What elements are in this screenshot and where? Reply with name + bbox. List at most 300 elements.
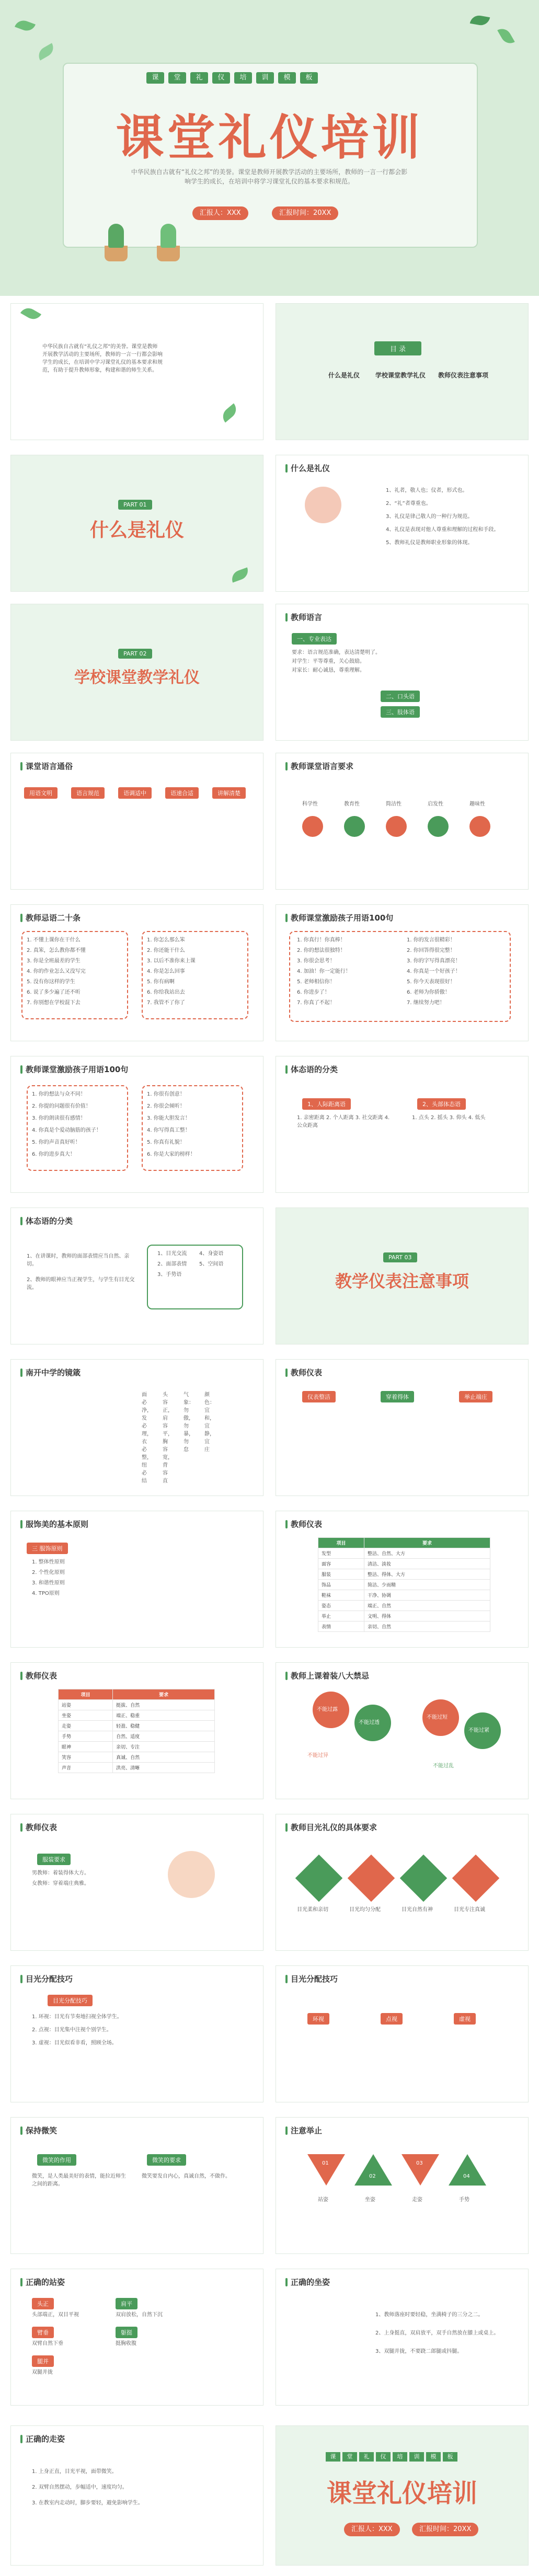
table-cell: 面容 (318, 1559, 364, 1569)
praise-item: 3. 你的朗读很有感情！ (32, 1116, 86, 1121)
lang-line: 对学生：平等尊重，关心鼓励。 (292, 659, 365, 664)
intro-text: 中华民族自古就有“礼仪之邦”的美誉。课堂是教师开展教学活动的主要场所，教师的一言一行都会影响学生的成长，在培训中学习课堂礼仪的基本要求和规范，有助于提升教师形象，构建和谐的师生关系。 (42, 344, 163, 373)
taboo-item: 1. 你怎么那么笨 (147, 937, 185, 943)
eye-label: 目光柔和亲切 (297, 1907, 328, 1913)
praise-item: 2. 你回答得很完整！ (407, 948, 455, 953)
slide-title: 目光分配技巧 (20, 1973, 73, 1984)
table-header: 要求 (364, 1538, 490, 1548)
table-row (59, 1731, 215, 1742)
praise-item: 4. 加油！你一定能行！ (297, 969, 351, 974)
table-row (59, 1700, 215, 1710)
cactus-icon (108, 224, 124, 248)
body-tag: 2、头部体态语 (417, 1098, 466, 1110)
tip-label: 用语文明 (24, 787, 58, 799)
table-cell: 站姿 (59, 1700, 113, 1710)
taboo-item: 6. 你给我站出去 (147, 990, 185, 995)
taboo-label: 不能过短 (427, 1715, 448, 1720)
slide-title: 保持微笑 (20, 2125, 57, 2136)
slide-title: 教师仪表 (285, 1519, 322, 1530)
table-cell: 整洁、自然、大方 (364, 1548, 490, 1559)
subtitle-char: 课 (146, 72, 164, 84)
slide-body (276, 1056, 529, 1193)
section-title: 教学仪表注意事项 (335, 1271, 469, 1291)
praise-item: 3. 你能大胆发言！ (147, 1116, 190, 1121)
hero-title: 课堂礼仪培训 (116, 110, 423, 166)
table-row (318, 1569, 490, 1580)
subtitle-char: 堂 (168, 72, 186, 84)
table-row (318, 1611, 490, 1622)
praise-item: 1. 你的发言很精彩！ (407, 937, 455, 943)
rule-item: 1. 整体性原则 (32, 1559, 65, 1565)
teacher-line: 男教师：着装得体大方。 (32, 1870, 89, 1876)
taboo-label: 不能过异 (307, 1753, 328, 1758)
slide-title: 正确的走姿 (20, 2433, 65, 2444)
table-cell: 文明、得体 (364, 1611, 490, 1622)
hero-subtitle (146, 72, 318, 84)
praise-item: 1. 你真行！你真棒！ (297, 937, 346, 943)
table-cell: 眼神 (59, 1742, 113, 1752)
body2-text: 1、在讲课时，教师的面部表情应当自然、亲切。 (27, 1254, 130, 1267)
slide-section-3 (276, 1208, 529, 1344)
sit-item: 2、上身挺直，双肩放平，双手自然放在膝上或桌上。 (375, 2330, 499, 2336)
body-text: 1. 点头 2. 摇头 3. 仰头 4. 低头 (412, 1115, 486, 1121)
part-label: PART 02 (118, 649, 152, 659)
body2-item: 1、目光交流 (157, 1251, 187, 1257)
eye-label: 目光专注真诚 (454, 1907, 485, 1913)
lang-line: 要求：语言规范准确，表达清楚明了。 (292, 650, 381, 656)
table-cell: 走姿 (59, 1721, 113, 1731)
table-row (318, 1580, 490, 1590)
leaf-icon (36, 43, 56, 61)
eye-diamond (400, 1855, 448, 1902)
slide-title: 体态语的分类 (20, 1215, 73, 1226)
subtitle-char: 培 (393, 2452, 407, 2462)
mirror-col: 面必净，发必理，衣必整，纽必结 (142, 1392, 152, 1484)
what-item: 5、教师礼仪是教师职业形象的体现。 (386, 540, 473, 546)
subtitle-char: 板 (300, 72, 318, 84)
slide-language (276, 604, 529, 741)
table-row (318, 1548, 490, 1559)
notice-triangle (402, 2154, 439, 2186)
slide-title: 教师仪表 (20, 1822, 57, 1833)
table-cell: 亲切、专注 (113, 1742, 215, 1752)
notice-triangle (354, 2154, 392, 2186)
table-cell: 简洁、少而精 (364, 1580, 490, 1590)
table-cell: 发型 (318, 1548, 364, 1559)
subtitle-char: 板 (443, 2452, 457, 2462)
table-row (59, 1763, 215, 1773)
table-cell: 鞋袜 (318, 1590, 364, 1601)
praise-item: 4. 你真是一个好孩子！ (407, 969, 461, 974)
eye-label: 目光自然有神 (402, 1907, 433, 1913)
hero-description: 中华民族自古就有“礼仪之邦”的美誉。课堂是教师开展教学活动的主要场所，教师的一言一行都会影响学生的成长，在培训中将学习课堂礼仪的基本要求和规范。 (131, 168, 408, 185)
eye-tip-tag: 目光分配技巧 (48, 1995, 93, 2006)
praise-item: 5. 你的声音真好听！ (32, 1140, 81, 1145)
rule-item: 3. 和谐性原则 (32, 1580, 65, 1586)
body-tag: 1、人际距离语 (302, 1098, 351, 1110)
what-item: 4、礼仪是表现对他人尊重和理解的过程和手段。 (386, 527, 499, 533)
req-label: 趣味性 (469, 801, 485, 807)
table-cell: 挺拔、自然 (113, 1700, 215, 1710)
smile-tag: 微笑的作用 (37, 2154, 76, 2166)
stand-tag: 躯挺 (116, 2327, 137, 2338)
table-cell: 举止 (318, 1611, 364, 1622)
slide-title: 教师课堂激励孩子用语100句 (285, 912, 393, 923)
rule-item: 4. TPO原则 (32, 1591, 60, 1596)
mirror-col: 气象：勿傲，勿暴，勿怠 (184, 1392, 194, 1453)
leaf-icon (230, 567, 250, 582)
table-cell: 端正、自然 (364, 1601, 490, 1611)
stand-tag: 臂垂 (32, 2327, 54, 2338)
taboo-item: 3. 你是全班最差的学生 (27, 958, 81, 964)
eye-tip2-tag: 虚视 (454, 2013, 476, 2025)
table-cell: 手势 (59, 1731, 113, 1742)
dress-table (318, 1537, 490, 1632)
slide-title: 课堂语言通俗 (20, 761, 73, 772)
sit-item: 3、双腿并拢，不要跷二郎腿或抖腿。 (375, 2349, 463, 2354)
table-cell: 坐姿 (59, 1710, 113, 1721)
slide-body-2 (10, 1208, 263, 1344)
section-title: 学校课堂教学礼仪 (74, 669, 200, 687)
table-cell: 饰品 (318, 1580, 364, 1590)
leaf-icon (470, 14, 490, 27)
subtitle-char: 礼 (359, 2452, 374, 2462)
slide-title: 正确的站姿 (20, 2276, 65, 2287)
table-cell: 端正、稳重 (113, 1710, 215, 1721)
subtitle-char: 模 (278, 72, 296, 84)
eye-diamond (348, 1855, 395, 1902)
toc-item[interactable]: 什么是礼仪 (328, 372, 360, 379)
slide-dress-rule (10, 1511, 263, 1648)
praise-item: 1. 你很有创意！ (147, 1091, 185, 1097)
req-label: 简洁性 (386, 801, 402, 807)
praise-item: 7. 继续努力吧！ (407, 1000, 445, 1006)
body2-text: 2、教师的眼神应当正视学生，与学生有目光交流。 (27, 1277, 135, 1291)
teacher-tag: 服装要求 (37, 1854, 71, 1865)
praise-item: 2. 你提的问题很有价值！ (32, 1103, 91, 1109)
reporter-pill: 汇报人：XXX (192, 206, 248, 220)
notice-triangle (449, 2154, 486, 2186)
taboo-item: 1. 不懂上课你在干什么 (27, 937, 81, 943)
reporter-pill: 汇报人：XXX (344, 2523, 400, 2536)
subtitle-char: 仪 (376, 2452, 391, 2462)
stand-line: 双腿并拢 (32, 2370, 53, 2375)
eye-tip2-tag: 点视 (381, 2013, 403, 2025)
slide-title: 教师语言 (285, 612, 322, 623)
smile-line: 微笑要发自内心，真诚自然，不做作。 (142, 2174, 231, 2179)
toc-item[interactable]: 教师仪表注意事项 (438, 372, 489, 379)
req-dot (344, 816, 365, 837)
end-subtitle (326, 2452, 457, 2462)
praise-item: 6. 你是大家的榜样！ (147, 1152, 196, 1157)
slide-lang-req (276, 753, 529, 890)
eye-tip-line: 2. 点视：目光集中注视个别学生。 (32, 2027, 112, 2033)
slide-end (276, 2425, 529, 2566)
notice-number: 04 (463, 2174, 470, 2179)
mirror-col: 头容正，肩容平，胸容宽，背容直 (163, 1392, 173, 1484)
notice-number: 03 (416, 2160, 423, 2166)
slide-stand (10, 2269, 263, 2406)
praise-item: 4. 你真是个爱动脑筋的孩子！ (32, 1128, 101, 1133)
slide-title: 教师课堂激励孩子用语100句 (20, 1064, 128, 1075)
pot-icon (105, 246, 128, 261)
slide-intro (10, 303, 263, 440)
toc-item[interactable]: 学校课堂教学礼仪 (375, 372, 426, 379)
notice-number: 01 (322, 2160, 329, 2166)
what-item: 1、礼者，敬人也；仪者，形式也。 (386, 488, 468, 493)
smile-line: 微笑，是人类最美好的表情，能拉近师生之间的距离。 (32, 2174, 126, 2187)
notice-number: 02 (369, 2174, 376, 2179)
tip-label: 语言规范 (71, 787, 105, 799)
slide-what (276, 455, 529, 592)
smile-tag: 微笑的要求 (147, 2154, 186, 2166)
cactus-icon (160, 224, 176, 248)
taboo-item: 7. 我管不了你了 (147, 1000, 185, 1006)
slide-dress (276, 1359, 529, 1496)
taboo-item: 6. 说了多少遍了还不听 (27, 990, 81, 995)
praise-item: 5. 你今天表现很好！ (407, 979, 455, 985)
rule-tag: 三 服饰原则 (27, 1543, 68, 1554)
req-label: 教育性 (344, 801, 360, 807)
dress-tag: 仪表整洁 (302, 1391, 336, 1402)
slide-mirror (10, 1359, 263, 1496)
slide-section-2 (10, 604, 263, 741)
subtitle-char: 模 (426, 2452, 441, 2462)
slide-praise (276, 904, 529, 1041)
slide-title: 教师仪表 (285, 1367, 322, 1378)
praise-item: 2. 你的想法很独特！ (297, 948, 346, 953)
leaf-icon (15, 18, 36, 33)
taboo-label: 不能过紧 (468, 1728, 489, 1733)
table-cell: 清洁、淡妆 (364, 1559, 490, 1569)
leaf-icon (497, 26, 515, 47)
praise-item: 5. 你真有礼貌！ (147, 1140, 185, 1145)
praise-item: 1. 你的想法与众不同！ (32, 1091, 86, 1097)
praise-box (289, 931, 511, 1022)
part-label: PART 03 (383, 1252, 417, 1262)
subtitle-char: 培 (234, 72, 252, 84)
subtitle-char: 训 (256, 72, 274, 84)
leaf-icon (219, 404, 239, 423)
slide-title: 服饰美的基本原则 (20, 1519, 88, 1530)
teacher-avatar (305, 487, 341, 523)
slide-title: 目光分配技巧 (285, 1973, 338, 1984)
notice-label: 手势 (459, 2197, 469, 2203)
table-cell: 笑容 (59, 1752, 113, 1763)
walk-line: 2. 双臂自然摆动，步幅适中，速度均匀。 (32, 2485, 128, 2490)
req-dot (302, 816, 323, 837)
slide-lang-tips (10, 753, 263, 890)
slide-title: 体态语的分类 (285, 1064, 338, 1075)
notice-label: 坐姿 (365, 2197, 375, 2203)
slide-teacher (10, 1814, 263, 1951)
slide-dress-table (276, 1511, 529, 1648)
stand-tag: 头正 (32, 2298, 54, 2309)
date-pill: 汇报时间：20XX (412, 2523, 478, 2536)
req-dot (386, 816, 407, 837)
table-header: 项目 (59, 1689, 113, 1700)
slide-title: 注意举止 (285, 2125, 322, 2136)
notice-triangle (307, 2154, 345, 2186)
slide-eye (276, 1814, 529, 1951)
subtitle-char: 课 (326, 2452, 340, 2462)
taboo-item: 4. 你的作业怎么又没写完 (27, 969, 86, 974)
date-pill: 汇报时间：20XX (272, 206, 338, 220)
slide-dress-table-2 (10, 1662, 263, 1799)
slide-title: 南开中学的镜箴 (20, 1367, 81, 1378)
slide-title: 什么是礼仪 (285, 463, 330, 474)
slide-title: 教师课堂语言要求 (285, 761, 353, 772)
slide-title: 正确的坐姿 (285, 2276, 330, 2287)
mirror-col: 颜色：宜和，宜静，宜庄 (204, 1392, 215, 1453)
leaf-icon (20, 305, 41, 323)
table-row (318, 1601, 490, 1611)
slide-sit (276, 2269, 529, 2406)
table-row (59, 1752, 215, 1763)
slide-praise-2 (10, 1056, 263, 1193)
subtitle-char: 仪 (212, 72, 230, 84)
table-cell: 真诚、自然 (113, 1752, 215, 1763)
toc-title: 目 录 (374, 341, 421, 355)
table-cell: 干净、协调 (364, 1590, 490, 1601)
body2-item: 5、空间语 (199, 1261, 224, 1267)
stand-tag: 腿并 (32, 2355, 54, 2367)
body2-item: 3、手势语 (157, 1272, 182, 1278)
slide-taboo (10, 904, 263, 1041)
eye-label: 目光均匀分配 (349, 1907, 381, 1913)
table-row (318, 1622, 490, 1632)
praise-item: 3. 你的字写得真漂亮！ (407, 958, 461, 964)
table-row (59, 1710, 215, 1721)
dress-table-2 (58, 1689, 215, 1773)
what-item: 3、礼仪是律己敬人的一种行为规范。 (386, 514, 473, 520)
table-cell: 服装 (318, 1569, 364, 1580)
table-cell: 自然、适度 (113, 1731, 215, 1742)
praise-item: 6. 老师为你骄傲！ (407, 990, 450, 995)
table-row (59, 1742, 215, 1752)
lang-line: 对家长：耐心诚恳，尊重理解。 (292, 668, 365, 673)
slide-section-1 (10, 455, 263, 592)
taboo-item: 2. 真笨，怎么教你都不懂 (27, 948, 86, 953)
eye-tip-line: 1. 环视：目光有节奏地扫视全体学生。 (32, 2014, 122, 2020)
walk-line: 3. 在教室内走动时，脚步要轻，避免影响学生。 (32, 2500, 143, 2506)
lang-tag: 三、肢体语 (381, 706, 420, 718)
notice-label: 站姿 (318, 2197, 328, 2203)
stand-line: 双肩放松，自然下沉 (116, 2312, 163, 2318)
taboo-item: 5. 没有你这样的学生 (27, 979, 75, 985)
slide-toc (276, 303, 529, 440)
req-dot (428, 816, 449, 837)
table-cell: 洪亮、清晰 (113, 1763, 215, 1773)
what-item: 2、“礼”者尊重也。 (386, 501, 431, 507)
slide-notice (276, 2117, 529, 2254)
eye-diamond (295, 1855, 343, 1902)
lang-tag: 二、口头语 (381, 691, 420, 702)
taboo-item: 7. 你别想在学校混下去 (27, 1000, 81, 1006)
req-label: 科学性 (302, 801, 318, 807)
table-cell: 整洁、得体、大方 (364, 1569, 490, 1580)
subtitle-char: 堂 (342, 2452, 357, 2462)
sit-item: 1、教师落座时要轻稳，坐满椅子的三分之二。 (375, 2312, 484, 2318)
table-row (59, 1721, 215, 1731)
table-header: 要求 (113, 1689, 215, 1700)
taboo-label: 不能过乱 (433, 1763, 454, 1769)
table-row (318, 1559, 490, 1569)
slide-title: 教师目光礼仪的具体要求 (285, 1822, 377, 1833)
slide-eye-tip (10, 1965, 263, 2102)
walk-line: 1. 上身正直，目光平视，面带微笑。 (32, 2469, 117, 2475)
slide-title: 教师忌语二十条 (20, 912, 81, 923)
slide-eight (276, 1662, 529, 1799)
rule-item: 2. 个性化原则 (32, 1570, 65, 1576)
praise-item: 6. 你的进步真大！ (32, 1152, 75, 1157)
tip-label: 讲解清楚 (212, 787, 246, 799)
slide-title: 教师上课着装八大禁忌 (285, 1670, 369, 1681)
end-title: 课堂礼仪培训 (326, 2479, 477, 2508)
slide-walk (10, 2425, 263, 2566)
notice-label: 走姿 (412, 2197, 422, 2203)
taboo-item: 5. 你有病啊 (147, 979, 175, 985)
praise-item: 7. 你真了不起！ (297, 1000, 335, 1006)
subtitle-char: 礼 (190, 72, 208, 84)
table-header: 项目 (318, 1538, 364, 1548)
slide-smile (10, 2117, 263, 2254)
lang-tag: 一、专业表达 (292, 633, 337, 645)
table-row (318, 1590, 490, 1601)
eye-tip2-tag: 环视 (307, 2013, 329, 2025)
body2-item: 2、面部表情 (157, 1261, 187, 1267)
req-label: 启发性 (428, 801, 443, 807)
pot-icon (157, 246, 180, 261)
eye-tip-line: 3. 虚视：目光似看非看，照顾全场。 (32, 2040, 117, 2046)
section-title: 什么是礼仪 (89, 520, 184, 541)
stand-line: 头部端正，双目平视 (32, 2312, 79, 2318)
slide-title: 教师仪表 (20, 1670, 57, 1681)
tip-label: 语调适中 (118, 787, 152, 799)
taboo-label: 不能过露 (317, 1707, 338, 1712)
praise-item: 5. 老师相信你！ (297, 979, 335, 985)
taboo-label: 不能过透 (359, 1720, 380, 1726)
taboo-item: 3. 以后不准你来上课 (147, 958, 196, 964)
teacher-avatar (168, 1851, 215, 1898)
taboo-item: 4. 你是怎么回事 (147, 969, 185, 974)
praise-item: 4. 你写得真工整！ (147, 1128, 190, 1133)
table-cell: 亲切、自然 (364, 1622, 490, 1632)
slide-eye-tip-2 (276, 1965, 529, 2102)
dress-tag: 穿着得体 (381, 1391, 414, 1402)
eye-diamond (452, 1855, 500, 1902)
req-dot (469, 816, 490, 837)
hero-slide (0, 0, 539, 296)
table-cell: 声音 (59, 1763, 113, 1773)
stand-tag: 肩平 (116, 2298, 137, 2309)
dress-tag: 举止端庄 (459, 1391, 492, 1402)
praise-item: 2. 你很会倾听！ (147, 1103, 185, 1109)
subtitle-char: 训 (409, 2452, 424, 2462)
praise-item: 3. 你很会思考！ (297, 958, 335, 964)
part-label: PART 01 (118, 500, 152, 510)
stand-line: 挺胸收腹 (116, 2341, 136, 2347)
tip-label: 语速合适 (165, 787, 199, 799)
praise-item: 6. 你进步了！ (297, 990, 330, 995)
table-cell: 表情 (318, 1622, 364, 1632)
table-cell: 姿态 (318, 1601, 364, 1611)
stand-line: 双臂自然下垂 (32, 2341, 63, 2347)
table-cell: 轻盈、稳健 (113, 1721, 215, 1731)
body2-item: 4、身姿语 (199, 1251, 224, 1257)
body-text: 1. 亲密距离 2. 个人距离 3. 社交距离 4. 公众距离 (297, 1115, 390, 1129)
teacher-line: 女教师：穿着端庄典雅。 (32, 1881, 89, 1887)
